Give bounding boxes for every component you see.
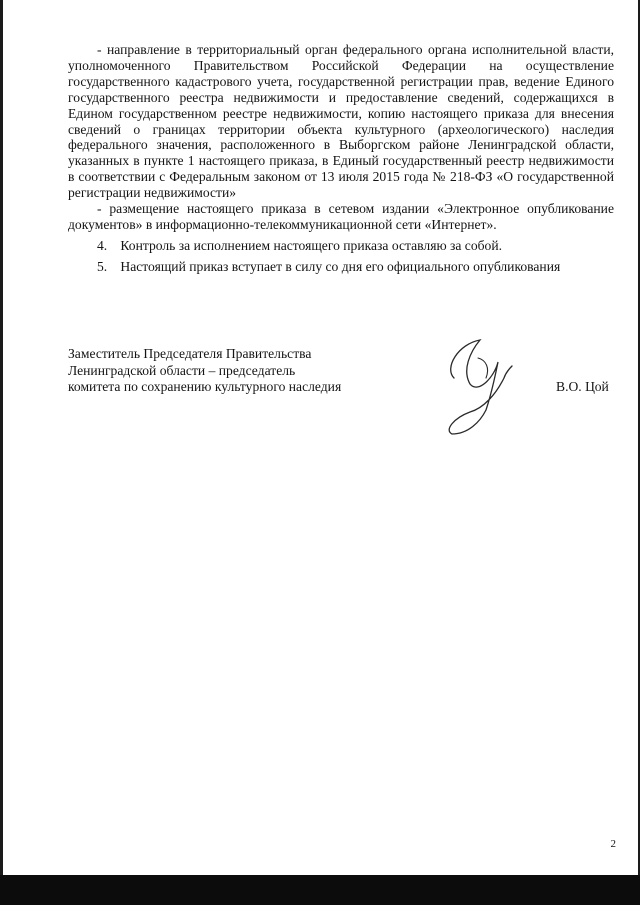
item-number: 4. [97,237,108,253]
page-number: 2 [610,838,616,850]
item-text: Контроль за исполнением настоящего приказа оставляю за собой. [120,237,503,253]
paragraph-registry-direction: - направление в территориальный орган федерального органа исполнительной власти, уполномоченного Правительством Российской Федерации на осуществление государственного кадастрового учета, государственной регистрации прав, ведение Единого государственного реестра недвижимости и предоставление сведений, содержащихся в Едином государственном реестре недвижимости, копию настоящего приказа для внесения сведений о границах территории объекта культурного (археологического) наследия федерального значения, расположенного в Выборгском районе Ленинградской области, указанных в пункте 1 настоящего приказа, в Единый государственный реестр недвижимости в соответствии с Федеральным законом от 13 июля 2015 года № 218-ФЗ «О государственной регистрации недвижимости» [68,42,614,201]
signatory-name: В.О. Цой [556,379,609,394]
document-body [68,42,614,280]
numbered-items [68,238,614,275]
paragraph-publication: - размещение настоящего приказа в сетевом издании «Электронное опубликование документов» в информационно-телекоммуникационной сети «Интернет». [68,201,614,232]
item-text: Настоящий приказ вступает в силу со дня его официального опубликования [120,258,561,274]
item-number: 5. [97,258,108,274]
signatory-title-line: комитета по сохранению культурного наследия [68,379,342,394]
signatory-title-line: Заместитель Председателя Правительства [68,346,312,361]
list-item [68,259,614,275]
signatory-title [68,346,368,396]
signatory-title-line: Ленинградской области – председатель [68,362,296,378]
handwritten-signature [440,338,526,438]
list-item [68,238,614,254]
scan-left-edge [0,0,3,905]
scan-bottom-edge [0,875,640,905]
